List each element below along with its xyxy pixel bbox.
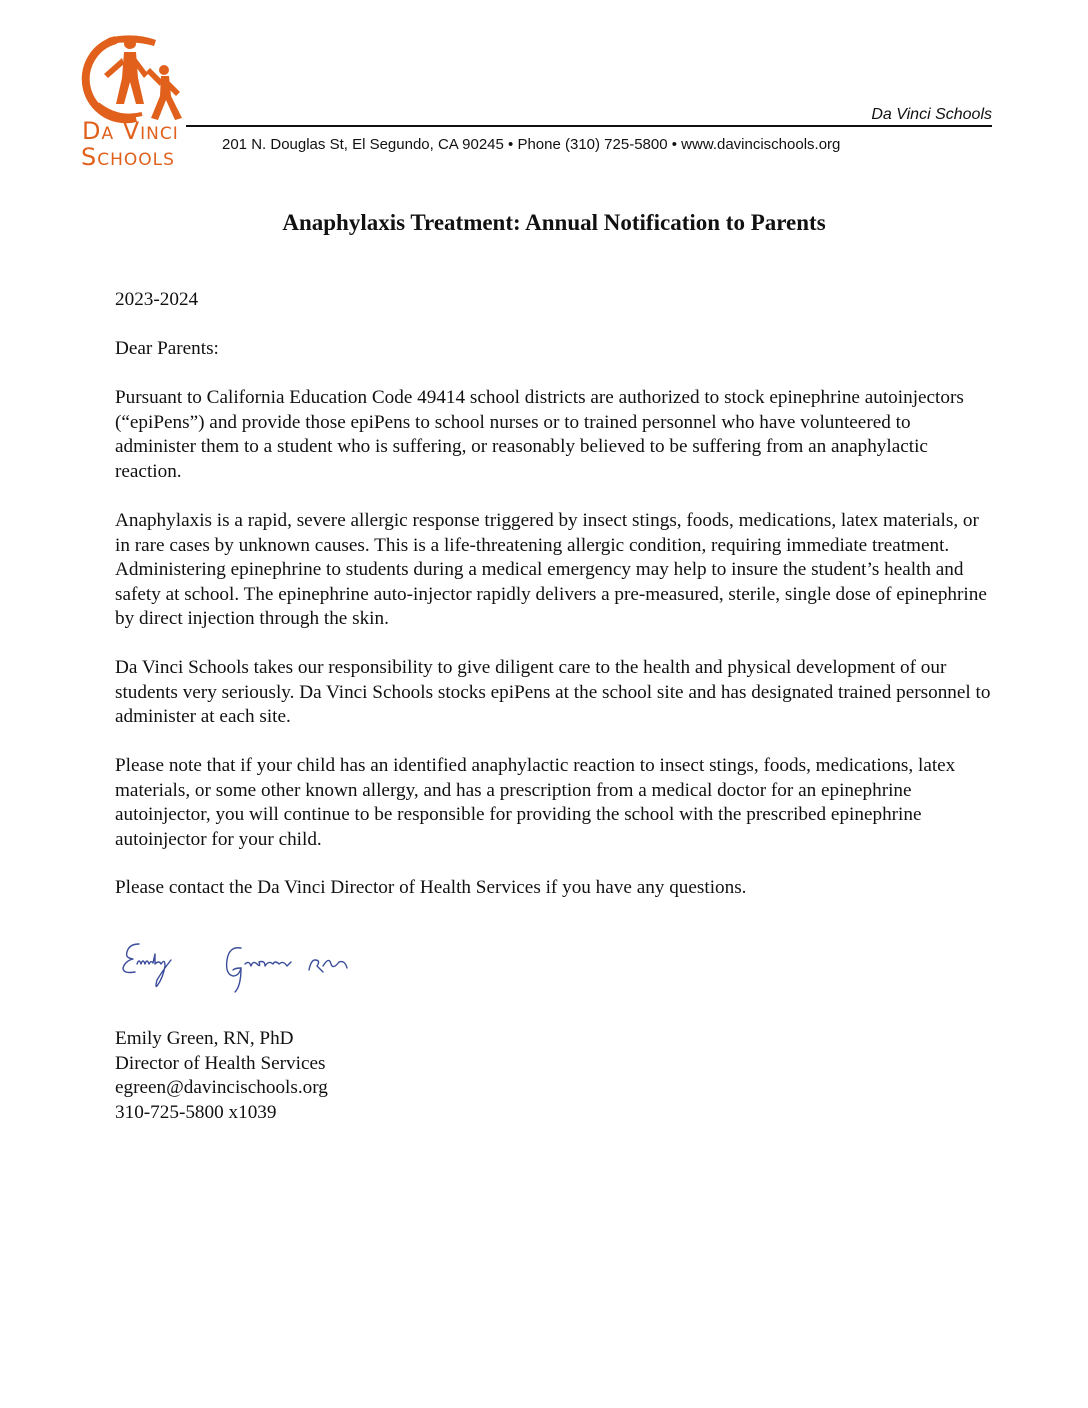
- paragraph-text: Da Vinci Schools takes our responsibility to give diligent care to the health and physical development of our students very seriously. Da Vinci Schools stocks epiPens at the school site and has designated trained personnel to administer at each site.: [115, 657, 991, 727]
- paragraph: [115, 386, 995, 484]
- school-year-text: 2023-2024: [115, 289, 199, 310]
- paragraph: [115, 876, 995, 901]
- vitruvian-figure-icon: [78, 34, 193, 124]
- handwritten-signature: [115, 930, 385, 1000]
- paragraph-text: Pursuant to California Education Code 49414 school districts are authorized to stock epinephrine autoinjectors (“epiPens”) and provide those epiPens to school nurses or to trained personnel who have volunteered to administer them to a student who is suffering, or reasonably believed to be suffering from an anaphylactic reaction.: [115, 387, 964, 482]
- signer-name: Emily Green, RN, PhD: [115, 1028, 294, 1049]
- school-year: [115, 288, 995, 313]
- address-line: 201 N. Douglas St, El Segundo, CA 90245 • Phone (310) 725-5800 • www.davincischools.org: [222, 136, 841, 153]
- paragraph: [115, 754, 995, 852]
- paragraph-text: Please note that if your child has an identified anaphylactic reaction to insect stings, foods, medications, latex materials, or some other known allergy, and has a prescription from a medical doctor for an epinephrine autoinjector, you will continue to be responsible for providing the school with the prescribed epinephrine autoinjector for your child.: [115, 755, 956, 850]
- salutation: [115, 337, 995, 362]
- signer-email: egreen@davincischools.org: [115, 1077, 328, 1098]
- header-divider: [186, 125, 992, 127]
- signer-phone: 310-725-5800 x1039: [115, 1101, 277, 1123]
- logo-wordmark-line2: Schools: [81, 143, 175, 171]
- letter-title: Anaphylaxis Treatment: Annual Notification to Parents: [282, 210, 826, 235]
- org-name: Da Vinci Schools: [871, 106, 992, 123]
- signer-position: Director of Health Services: [115, 1052, 326, 1074]
- paragraph-text: Anaphylaxis is a rapid, severe allergic response triggered by insect stings, foods, medications, latex materials, or in rare cases by unknown causes. This is a life-threatening allergic condition, requiring immediate treatment. Administering epinephrine to students during a medical emergency may help to insure the student’s health and safety at school. The epinephrine auto-injector rapidly delivers a pre-measured, sterile, single dose of epinephrine by direct injection through the skin.: [115, 510, 987, 629]
- da-vinci-logo: [78, 34, 193, 174]
- salutation-text: Dear Parents:: [115, 338, 219, 359]
- signature-block: [115, 1027, 328, 1125]
- paragraph: [115, 656, 995, 730]
- paragraph-text: Please contact the Da Vinci Director of Health Services if you have any questions.: [115, 877, 747, 898]
- logo-wordmark-line1: Da Vinci: [82, 117, 179, 145]
- paragraph: [115, 509, 995, 632]
